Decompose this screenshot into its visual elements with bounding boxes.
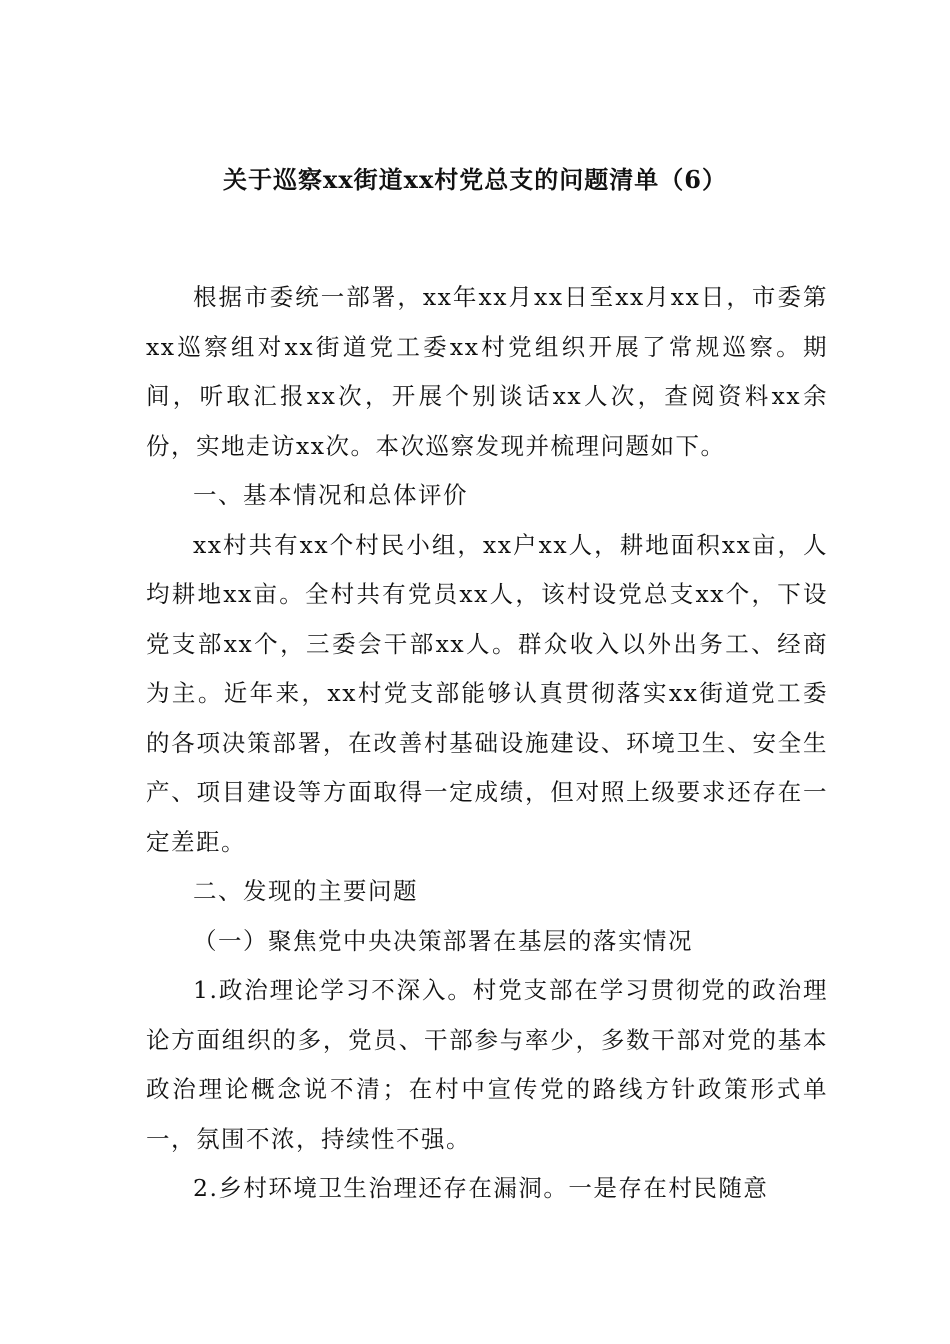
document-title: 关于巡察xx街道xx村党总支的问题清单（6） bbox=[223, 165, 727, 194]
issue-item-1: 1.政治理论学习不深入。村党支部在学习贯彻党的政治理论方面组织的多，党员、干部参与率少，多数干部对党的基本政治理论概念说不清；在村中宣传党的路线方针政策形式单一，氛围不浓，持续性不强。 bbox=[146, 976, 828, 1153]
basic-situation-paragraph: xx村共有xx个村民小组，xx户xx人，耕地面积xx亩，人均耕地xx亩。全村共有党员xx人，该村设党总支xx个，下设党支部xx个，三委会干部xx人。群众收入以外出务工、经商为主。近年来，xx村党支部能够认真贯彻落实xx街道党工委的各项决策部署，在改善村基础设施建设、环境卫生、安全生产、项目建设等方面取得一定成绩，但对照上级要求还存在一定差距。 bbox=[146, 530, 828, 856]
subsection-heading-1: （一）聚焦党中央决策部署在基层的落实情况 bbox=[193, 926, 693, 955]
intro-paragraph: 根据市委统一部署，xx年xx月xx日至xx月xx日，市委第xx巡察组对xx街道党工委xx村党组织开展了常规巡察。期间，听取汇报xx次，开展个别谈话xx人次，查阅资料xx余份，实地走访xx次。本次巡察发现并梳理问题如下。 bbox=[146, 283, 828, 460]
section-heading-1: 一、基本情况和总体评价 bbox=[193, 481, 468, 509]
section-heading-2: 二、发现的主要问题 bbox=[193, 877, 418, 905]
document-body bbox=[146, 273, 828, 1214]
issue-item-2: 2.乡村环境卫生治理还存在漏洞。一是存在村民随意 bbox=[193, 1174, 769, 1202]
